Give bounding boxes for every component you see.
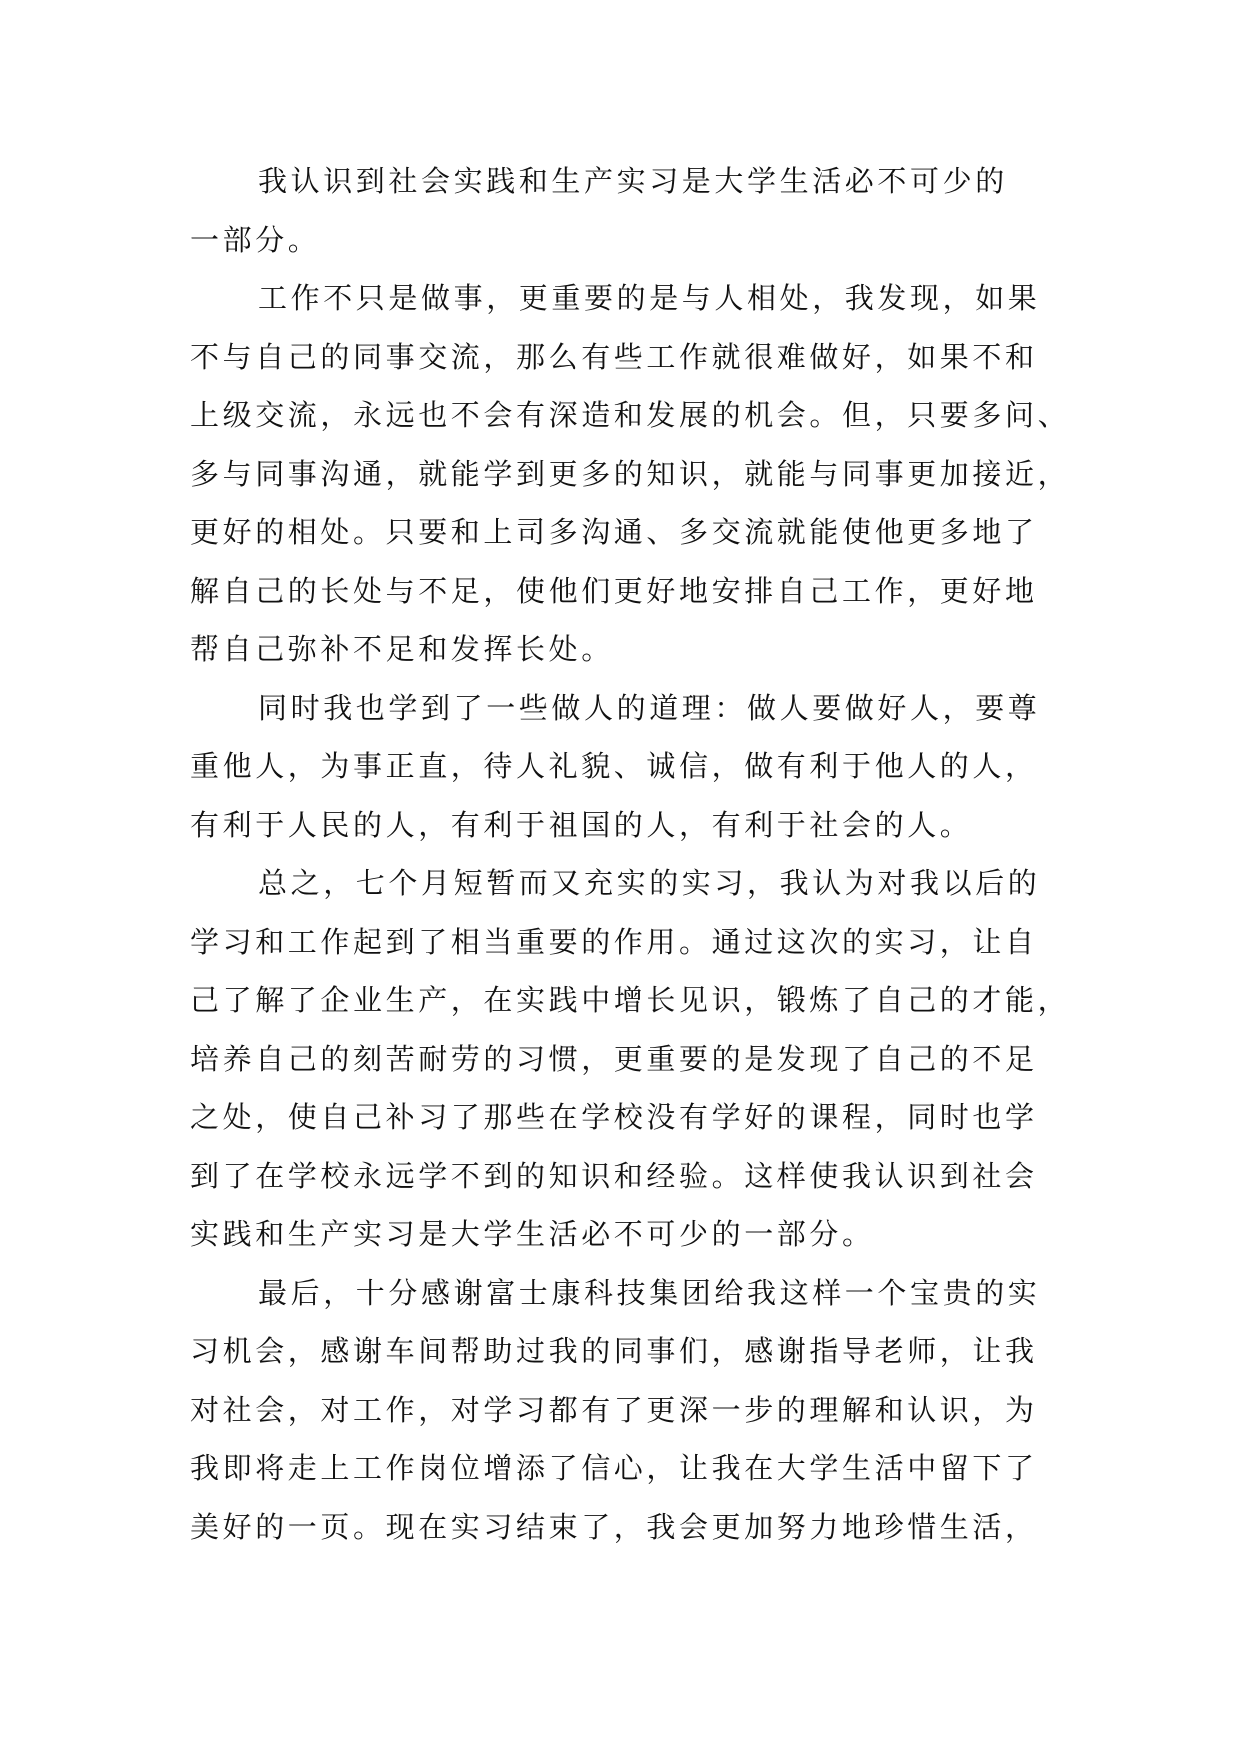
paragraph-line: 同时我也学到了一些做人的道理：做人要做好人，要尊 bbox=[258, 690, 1041, 725]
paragraph-line: 我即将走上工作岗位增添了信心，让我在大学生活中留下了 bbox=[190, 1451, 1038, 1485]
paragraph-line: 美好的一页。现在实习结束了，我会更加努力地珍惜生活， bbox=[190, 1509, 1038, 1544]
document-body bbox=[190, 152, 1071, 1556]
paragraph-line: 到了在学校永远学不到的知识和经验。这样使我认识到社会 bbox=[190, 1158, 1038, 1193]
paragraph-line: 多与同事沟通，就能学到更多的知识，就能与同事更加接近， bbox=[190, 456, 1071, 491]
paragraph-5 bbox=[190, 1264, 1050, 1557]
paragraph-line: 总之，七个月短暂而又充实的实习，我认为对我以后的 bbox=[258, 866, 1041, 900]
paragraph-line: 对社会，对工作，对学习都有了更深一步的理解和认识，为 bbox=[190, 1392, 1038, 1427]
paragraph-1 bbox=[190, 152, 1050, 269]
paragraph-line: 之处，使自己补习了那些在学校没有学好的课程，同时也学 bbox=[190, 1100, 1038, 1134]
paragraph-line: 有利于人民的人，有利于祖国的人，有利于社会的人。 bbox=[190, 807, 973, 842]
paragraph-line: 我认识到社会实践和生产实习是大学生活必不可少的 bbox=[258, 164, 1008, 198]
paragraph-2 bbox=[190, 269, 1071, 679]
paragraph-line: 一部分。 bbox=[190, 222, 321, 257]
paragraph-line: 学习和工作起到了相当重要的作用。通过这次的实习，让自 bbox=[190, 924, 1038, 959]
paragraph-line: 己了解了企业生产，在实践中增长见识，锻炼了自己的才能， bbox=[190, 983, 1071, 1017]
paragraph-line: 实践和生产实习是大学生活必不可少的一部分。 bbox=[190, 1217, 875, 1251]
paragraph-line: 培养自己的刻苦耐劳的习惯，更重要的是发现了自己的不足 bbox=[190, 1041, 1038, 1076]
paragraph-3 bbox=[190, 679, 1050, 855]
paragraph-line: 重他人，为事正直，待人礼貌、诚信，做有利于他人的人， bbox=[190, 749, 1038, 783]
paragraph-line: 帮自己弥补不足和发挥长处。 bbox=[190, 632, 614, 666]
paragraph-line: 上级交流，永远也不会有深造和发展的机会。但，只要多问、 bbox=[190, 398, 1071, 432]
paragraph-line: 工作不只是做事，更重要的是与人相处，我发现，如果 bbox=[258, 281, 1041, 315]
paragraph-line: 最后，十分感谢富士康科技集团给我这样一个宝贵的实 bbox=[258, 1275, 1041, 1310]
paragraph-line: 解自己的长处与不足，使他们更好地安排自己工作，更好地 bbox=[190, 573, 1038, 608]
paragraph-line: 不与自己的同事交流，那么有些工作就很难做好，如果不和 bbox=[190, 339, 1038, 374]
paragraph-line: 更好的相处。只要和上司多沟通、多交流就能使他更多地了 bbox=[190, 515, 1038, 549]
paragraph-4 bbox=[190, 854, 1071, 1264]
paragraph-line: 习机会，感谢车间帮助过我的同事们，感谢指导老师，让我 bbox=[190, 1334, 1038, 1368]
